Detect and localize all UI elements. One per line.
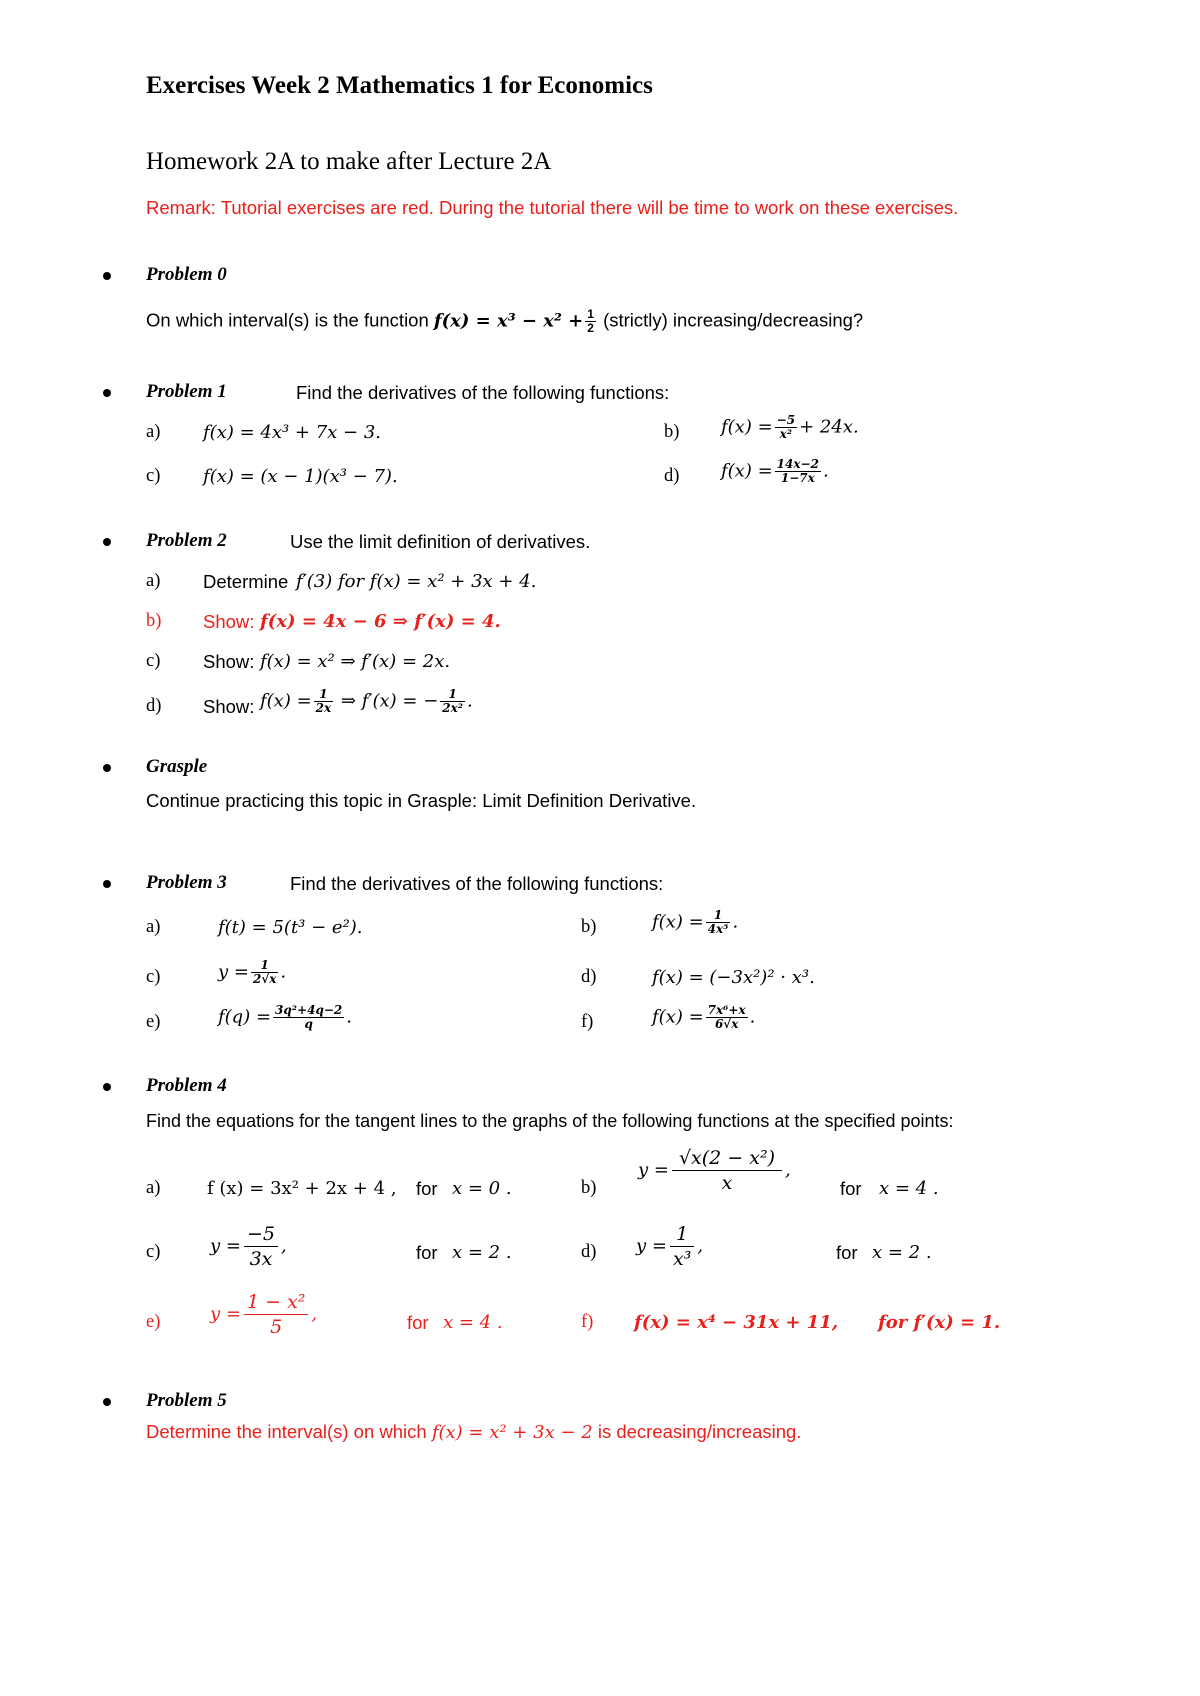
remark: Remark: Tutorial exercises are red. During the tutorial there will be time to work on these exercises. [146, 197, 959, 218]
problem-4c-expr [210, 1222, 287, 1271]
problem-2b-text: Show: [203, 611, 255, 632]
problem-2a-label: a) [146, 571, 161, 591]
problem-5-text [146, 1421, 801, 1443]
problem-3d-label: d) [581, 967, 597, 987]
frac-denominator: 1−7x [780, 471, 815, 485]
problem-4a-label: a) [146, 1178, 161, 1198]
problem-2d-text: Show: [203, 696, 255, 717]
frac-denominator: 2√x [252, 972, 277, 986]
problem-2-title: Problem 2 [146, 530, 227, 551]
problem-4d-post: , [697, 1235, 704, 1257]
problem-4b-post: , [784, 1159, 791, 1181]
frac-denominator: 2x² [442, 701, 464, 715]
frac-denominator: 6√x [714, 1017, 739, 1031]
grasple-title: Grasple [146, 756, 208, 777]
frac-denominator: x [721, 1172, 733, 1194]
problem-1a-label: a) [146, 422, 161, 442]
problem-1-title: Problem 1 [146, 381, 227, 402]
problem-4b-pre: y = [638, 1159, 669, 1181]
problem-4b-label: b) [581, 1178, 597, 1198]
problem-4-title: Problem 4 [146, 1075, 227, 1096]
bullet-icon [103, 538, 111, 546]
problem-4e-point: x = 4 . [443, 1312, 503, 1333]
frac-denominator: 2x [315, 701, 332, 715]
problem-3f-pre: f(x) = [652, 1006, 704, 1028]
problem-2d-mid: ⇒ f′(x) = − [340, 690, 439, 712]
problem-2c-text: Show: [203, 651, 255, 672]
problem-1b-post: + 24x. [799, 416, 859, 438]
problem-5-text-after: is decreasing/increasing. [597, 1421, 802, 1442]
problem-4-instruction: Find the equations for the tangent lines to the graphs of the following functions at the specified points: [146, 1111, 954, 1131]
problem-2d-expr [260, 688, 473, 715]
bullet-icon [103, 764, 111, 772]
bullet-icon [103, 272, 111, 280]
frac-denominator: q [304, 1017, 313, 1031]
problem-4e-pre: y = [210, 1303, 241, 1325]
problem-3c-fraction [251, 959, 278, 986]
problem-1d-label: d) [664, 466, 680, 486]
problem-3c-pre: y = [218, 961, 249, 983]
problem-3a-label: a) [146, 917, 161, 937]
problem-4b-for: for [840, 1178, 862, 1199]
frac-numerator: −5 [776, 413, 796, 427]
problem-4a-for: for [416, 1178, 438, 1199]
problem-2c-label: c) [146, 651, 161, 671]
problem-3-title: Problem 3 [146, 872, 227, 893]
problem-4c-post: , [281, 1235, 287, 1257]
problem-2d-label: d) [146, 696, 162, 716]
frac-numerator: 1 [670, 1222, 694, 1247]
problem-3c-expr [218, 959, 286, 986]
problem-1b-expr [721, 414, 859, 441]
problem-4b-expr [638, 1146, 791, 1195]
problem-3-instruction: Find the derivatives of the following functions: [290, 873, 664, 894]
problem-4e-fraction [244, 1290, 308, 1339]
bullet-icon [103, 389, 111, 397]
problem-4d-label: d) [581, 1242, 597, 1262]
bullet-icon [103, 880, 111, 888]
problem-4a-expr: f (x) = 3x² + 2x + 4 , [207, 1178, 397, 1199]
frac-numerator: 1 [706, 909, 731, 923]
bullet-icon [103, 1398, 111, 1406]
frac-numerator: 14x−2 [776, 457, 819, 471]
problem-1b-pre: f(x) = [721, 416, 773, 438]
problem-4b-point: x = 4 . [879, 1178, 939, 1199]
problem-3e-expr [218, 1004, 352, 1031]
problem-4c-for: for [416, 1242, 438, 1263]
problem-2d-fraction-1 [314, 688, 334, 715]
problem-3a-expr: f(t) = 5(t³ − e²). [218, 917, 363, 938]
problem-3e-label: e) [146, 1012, 161, 1032]
frac-numerator: 1 − x² [244, 1290, 308, 1315]
problem-5-expr: f(x) = x² + 3x − 2 [431, 1422, 593, 1443]
problem-2b-expr: f(x) = 4x − 6 ⇒ f′(x) = 4. [260, 611, 501, 632]
problem-2-instruction: Use the limit definition of derivatives. [290, 531, 591, 552]
problem-0-text-after: (strictly) increasing/decreasing? [603, 309, 864, 331]
problem-1d-fraction [775, 458, 821, 485]
problem-4a-point: x = 0 . [452, 1178, 512, 1199]
problem-3c-post: . [280, 961, 287, 983]
bullet-icon [103, 1083, 111, 1091]
problem-4e-label: e) [146, 1312, 161, 1332]
problem-3b-post: . [732, 911, 739, 933]
frac-numerator: 1 [251, 959, 278, 973]
problem-0-fraction [585, 308, 596, 335]
problem-3f-label: f) [581, 1012, 594, 1032]
problem-2d-pre: f(x) = [260, 690, 312, 712]
problem-4c-pre: y = [210, 1235, 241, 1257]
frac-denominator: 3x [249, 1248, 273, 1270]
problem-0-function: f(x) = x³ − x² + [433, 310, 584, 332]
problem-0-text-before: On which interval(s) is the function [146, 309, 429, 331]
page-subtitle: Homework 2A to make after Lecture 2A [146, 148, 552, 175]
frac-numerator: 1 [314, 688, 334, 702]
problem-3e-fraction [273, 1004, 344, 1031]
problem-2c-expr: f(x) = x² ⇒ f′(x) = 2x. [260, 651, 451, 672]
problem-4d-fraction [670, 1222, 694, 1271]
problem-4c-label: c) [146, 1242, 161, 1262]
problem-1d-pre: f(x) = [721, 460, 773, 482]
problem-2d-post: . [467, 690, 473, 712]
frac-denominator: 4x⁵ [707, 922, 729, 936]
problem-4d-expr [636, 1222, 703, 1271]
frac-numerator: √x(2 − x²) [672, 1146, 782, 1171]
problem-1d-post: . [822, 460, 829, 482]
problem-0-title: Problem 0 [146, 264, 227, 285]
problem-3d-expr: f(x) = (−3x²)² · x³. [652, 967, 815, 988]
problem-4c-point: x = 2 . [452, 1242, 512, 1263]
problem-3e-pre: f(q) = [218, 1006, 272, 1028]
problem-4f-label: f) [581, 1312, 594, 1332]
problem-0-text [146, 308, 863, 335]
problem-3b-expr [652, 909, 738, 936]
problem-4e-post: , [311, 1303, 318, 1325]
frac-numerator: 1 [440, 688, 465, 702]
problem-5-title: Problem 5 [146, 1390, 227, 1411]
problem-4d-pre: y = [636, 1235, 667, 1257]
problem-3f-post: . [749, 1006, 756, 1028]
frac-denominator: 2 [587, 321, 594, 335]
grasple-text: Continue practicing this topic in Grasple: Limit Definition Derivative. [146, 790, 697, 811]
problem-1c-label: c) [146, 466, 161, 486]
problem-4d-for: for [836, 1242, 858, 1263]
problem-4b-fraction [672, 1146, 782, 1195]
problem-3b-fraction [706, 909, 731, 936]
problem-3b-pre: f(x) = [652, 911, 704, 933]
problem-2d-fraction-2 [440, 688, 465, 715]
problem-1-instruction: Find the derivatives of the following functions: [296, 382, 670, 403]
problem-3e-post: . [346, 1006, 352, 1028]
frac-numerator: 3q²+4q−2 [275, 1003, 343, 1017]
problem-4e-for: for [407, 1312, 429, 1333]
page-title: Exercises Week 2 Mathematics 1 for Economics [146, 72, 653, 99]
frac-numerator: 1 [587, 307, 594, 321]
problem-1d-expr [721, 458, 829, 485]
problem-5-text-before: Determine the interval(s) on which [146, 1421, 427, 1442]
frac-denominator: x² [779, 427, 793, 441]
problem-4c-fraction [244, 1222, 278, 1271]
problem-4d-point: x = 2 . [872, 1242, 932, 1263]
problem-3f-fraction [706, 1004, 748, 1031]
problem-1b-label: b) [664, 422, 680, 442]
problem-3f-expr [652, 1004, 755, 1031]
problem-3c-label: c) [146, 967, 161, 987]
frac-numerator: 7x⁶+x [707, 1003, 746, 1017]
frac-numerator: −5 [244, 1222, 278, 1247]
problem-1a-expr: f(x) = 4x³ + 7x − 3. [203, 422, 382, 443]
problem-1c-expr: f(x) = (x − 1)(x³ − 7). [203, 466, 398, 487]
problem-3b-label: b) [581, 917, 597, 937]
problem-4f-expr: f(x) = x⁴ − 31x + 11, [634, 1312, 839, 1333]
problem-4f-for: for f′(x) = 1. [878, 1312, 1001, 1333]
problem-2b-label: b) [146, 611, 162, 631]
problem-2a-expr: f′(3) for f(x) = x² + 3x + 4. [296, 571, 537, 592]
problem-1b-fraction [775, 414, 797, 441]
problem-4e-expr [210, 1290, 317, 1339]
frac-denominator: 5 [270, 1316, 283, 1338]
frac-denominator: x³ [672, 1248, 692, 1270]
problem-2a-text: Determine [203, 571, 289, 592]
